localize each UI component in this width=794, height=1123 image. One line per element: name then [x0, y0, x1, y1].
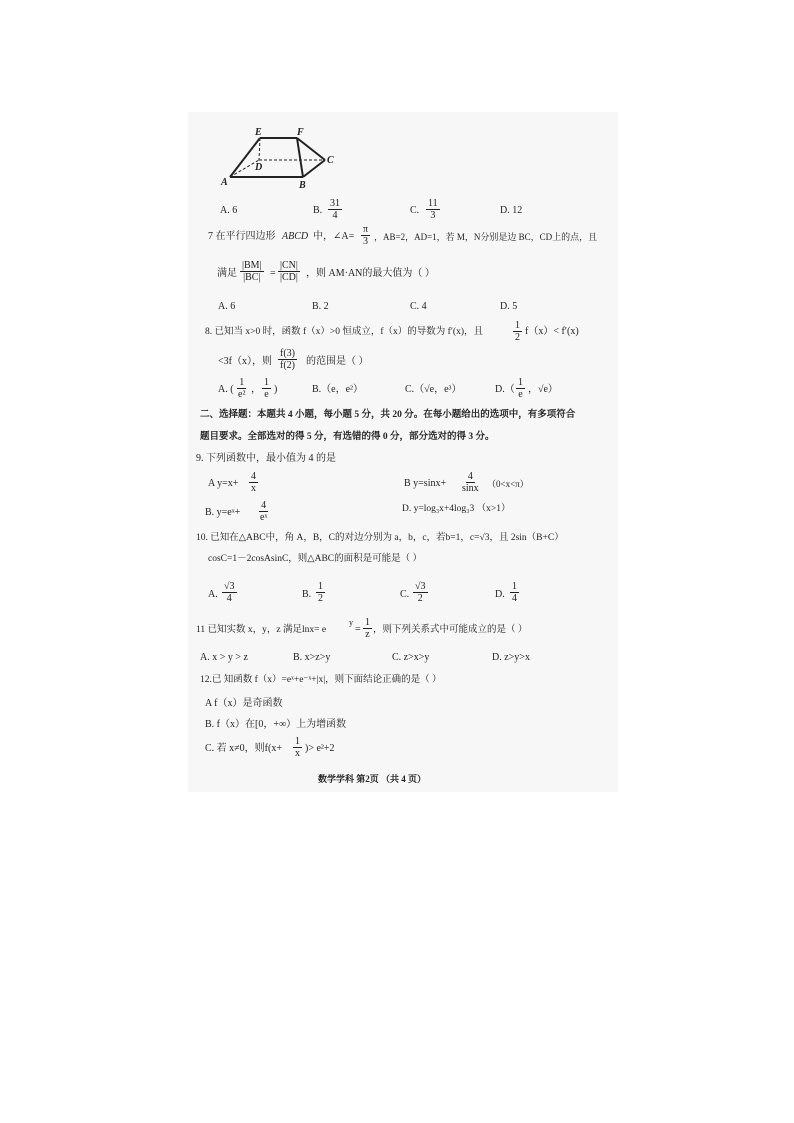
q7-bc: |BC| [243, 272, 261, 283]
q8-line1-b: f（x）< f′(x) [525, 326, 579, 337]
q12-title: 12.已 知函数 f（x）=eˣ+e⁻ˣ+|x|，则下面结论正确的是（ ） [200, 675, 442, 685]
q12-option-c-end: )> e²+2 [305, 743, 335, 754]
q10-c-fraction [413, 581, 428, 604]
q7-angle-fraction [361, 224, 370, 247]
q6-option-d: D. 12 [500, 205, 523, 216]
q6-option-c-fraction [426, 198, 440, 221]
q7-line2-a: 满足 [217, 268, 237, 279]
q10-option-a-label: A. [208, 589, 218, 600]
q7-bm-fraction [240, 260, 264, 283]
q9-a-fraction [249, 471, 258, 494]
label-a: A [221, 177, 228, 188]
q8-f-fraction [278, 348, 297, 371]
label-d: D [255, 162, 263, 173]
q10-c-den: 2 [417, 593, 423, 604]
q10-d-den: 4 [512, 593, 517, 604]
q8-option-c: C.（√e，e³） [405, 384, 462, 395]
q8-option-b: B.（e，e²） [312, 384, 364, 395]
q12-c-fraction [293, 736, 302, 759]
q11-line-a: 11 已知实数 x，y，z 满足lnx= e [196, 625, 327, 635]
q10-option-b-label: B. [302, 589, 312, 600]
q10-d-num: 1 [512, 581, 517, 592]
q6-option-a: A. 6 [220, 205, 238, 216]
q6-c-numerator: 11 [428, 198, 438, 209]
q7-option-a: A. 6 [218, 301, 236, 312]
q8-option-a-close: ) [274, 384, 278, 395]
label-e: E [255, 127, 262, 138]
q12-option-c: C. 若 x≠0，则f(x+ [205, 743, 282, 754]
q10-a-num: √3 [224, 581, 235, 592]
q8-line2-b: 的范围是（ ） [306, 356, 369, 367]
label-c: C [327, 155, 334, 166]
q12-c-num: 1 [295, 736, 300, 747]
q11-z-den: z [365, 629, 370, 640]
q11-superscript: y [349, 618, 353, 627]
q9-option-c: B. y=eˣ+ [205, 507, 241, 518]
q10-b-fraction [316, 581, 325, 604]
q11-option-a: A. x > y > z [200, 652, 248, 663]
q7-line1-c: 中，∠A= [313, 231, 355, 242]
q8-option-a-comma: ， [251, 384, 261, 395]
q9-c-num: 4 [261, 500, 267, 511]
q7-option-d: D. 5 [500, 301, 518, 312]
q9-b-fraction [460, 471, 481, 494]
q10-c-num: √3 [415, 581, 426, 592]
q8-d-num: 1 [518, 377, 523, 388]
q11-option-d: D. z>y>x [492, 652, 530, 663]
q8-option-a-open: A. ( [218, 384, 234, 395]
q7-three: 3 [363, 236, 369, 247]
section2-line1: 二、选择题：本题共 4 小题，每小题 5 分，共 20 分。在每小题给出的选项中，有多项符合 [200, 410, 576, 420]
q8-f2: f(2) [280, 360, 295, 371]
scanned-page [188, 112, 618, 792]
q6-c-denominator: 3 [430, 210, 436, 221]
q8-d-fraction [516, 377, 525, 400]
q10-b-num: 1 [318, 581, 323, 592]
q6-option-b-fraction [328, 198, 342, 221]
q9-c-fraction [258, 500, 269, 523]
q9-option-b-range: （0<x<π） [487, 479, 529, 489]
q7-line1-b: ABCD [282, 231, 309, 242]
q8-a-d2: e [264, 389, 269, 400]
page-footer: 数学学科 第2页 （共 4 页） [318, 774, 427, 784]
q10-a-fraction [222, 581, 237, 604]
q12-option-a: A f（x）是奇函数 [205, 698, 283, 709]
q7-equals: = [270, 268, 276, 279]
q11-z-num: 1 [365, 617, 370, 628]
q8-line2-a: <3f（x），则 [218, 356, 272, 367]
q7-line2-b: ，则 AM·AN的最大值为（ ） [306, 268, 435, 279]
q9-option-a: A y=x+ [208, 478, 239, 489]
q10-option-d-label: D. [495, 589, 505, 600]
q7-cn-fraction [278, 260, 300, 283]
q11-line-b: ，则下列关系式中可能成立的是（ ） [373, 625, 528, 635]
q7-option-b: B. 2 [312, 301, 329, 312]
q8-a-n2: 1 [264, 377, 269, 388]
q9-option-b: B y=sinx+ [404, 478, 447, 489]
q9-b-num: 4 [467, 471, 473, 482]
q9-option-d: D. y=log₃x+4log₃3 （x>1） [402, 504, 511, 514]
q6-option-b-label: B. [313, 205, 323, 216]
q11-option-c: C. z>x>y [392, 652, 430, 663]
q6-b-denominator: 4 [332, 210, 338, 221]
q8-half-num: 1 [515, 320, 520, 331]
q8-half-den: 2 [515, 332, 520, 343]
q9-a-den: x [251, 483, 256, 494]
q6-option-c-label: C. [410, 205, 420, 216]
q8-half-fraction [513, 320, 522, 343]
q10-line1: 10. 已知在△ABC中，角 A，B，C的对边分别为 a，b，c，若b=1，c=√3，且 2sin（B+C） [196, 533, 564, 543]
q10-b-den: 2 [318, 593, 323, 604]
q10-d-fraction [510, 581, 519, 604]
q9-title: 9. 下列函数中，最小值为 4 的是 [196, 453, 336, 464]
q8-a-d1: e² [238, 389, 246, 400]
section2-line2: 题目要求。全部选对的得 5 分，有选错的得 0 分，部分选对的得 3 分。 [200, 432, 495, 442]
q8-option-d-close: ，√e） [528, 384, 558, 395]
q10-a-den: 4 [226, 593, 232, 604]
q8-option-d-open: D.（ [495, 384, 515, 395]
q11-option-b: B. x>z>y [293, 652, 331, 663]
q6-b-numerator: 31 [330, 198, 340, 209]
q10-line2: cosC=1－2cosAsinC，则△ABC的面积是可能是（ ） [208, 554, 423, 564]
q7-line1-a: 7 在平行四边形 [208, 231, 276, 242]
q7-line1-d: ，AB=2，AD=1，若 M，N分别是边 BC，CD上的点，且 [374, 232, 598, 242]
q7-pi: π [363, 224, 369, 235]
q12-option-b: B. f（x）在[0，+∞）上为增函数 [205, 719, 347, 730]
q7-option-c: C. 4 [410, 301, 427, 312]
q8-d-den: e [518, 389, 523, 400]
q7-cn: |CN| [280, 260, 298, 271]
q11-z-fraction [363, 617, 372, 640]
label-b: B [299, 180, 306, 191]
label-f: F [297, 127, 304, 138]
q9-b-den: sinx [462, 483, 479, 494]
q12-c-den: x [295, 748, 300, 759]
q8-line1-a: 8. 已知当 x>0 时，函数 f（x）>0 恒成立，f（x）的导数为 f′(x)，且 [205, 327, 483, 337]
q8-a-frac1 [236, 377, 247, 400]
q7-cd: |CD| [280, 272, 298, 283]
q8-f3: f(3) [280, 348, 295, 359]
q8-a-frac2 [262, 377, 271, 400]
q7-bm: |BM| [242, 260, 262, 271]
geometry-figure [215, 125, 340, 195]
q9-c-den: eˣ [260, 512, 268, 523]
q11-equals: = [355, 624, 361, 635]
q8-a-n1: 1 [239, 377, 245, 388]
q10-option-c-label: C. [400, 589, 410, 600]
q9-a-num: 4 [251, 471, 256, 482]
